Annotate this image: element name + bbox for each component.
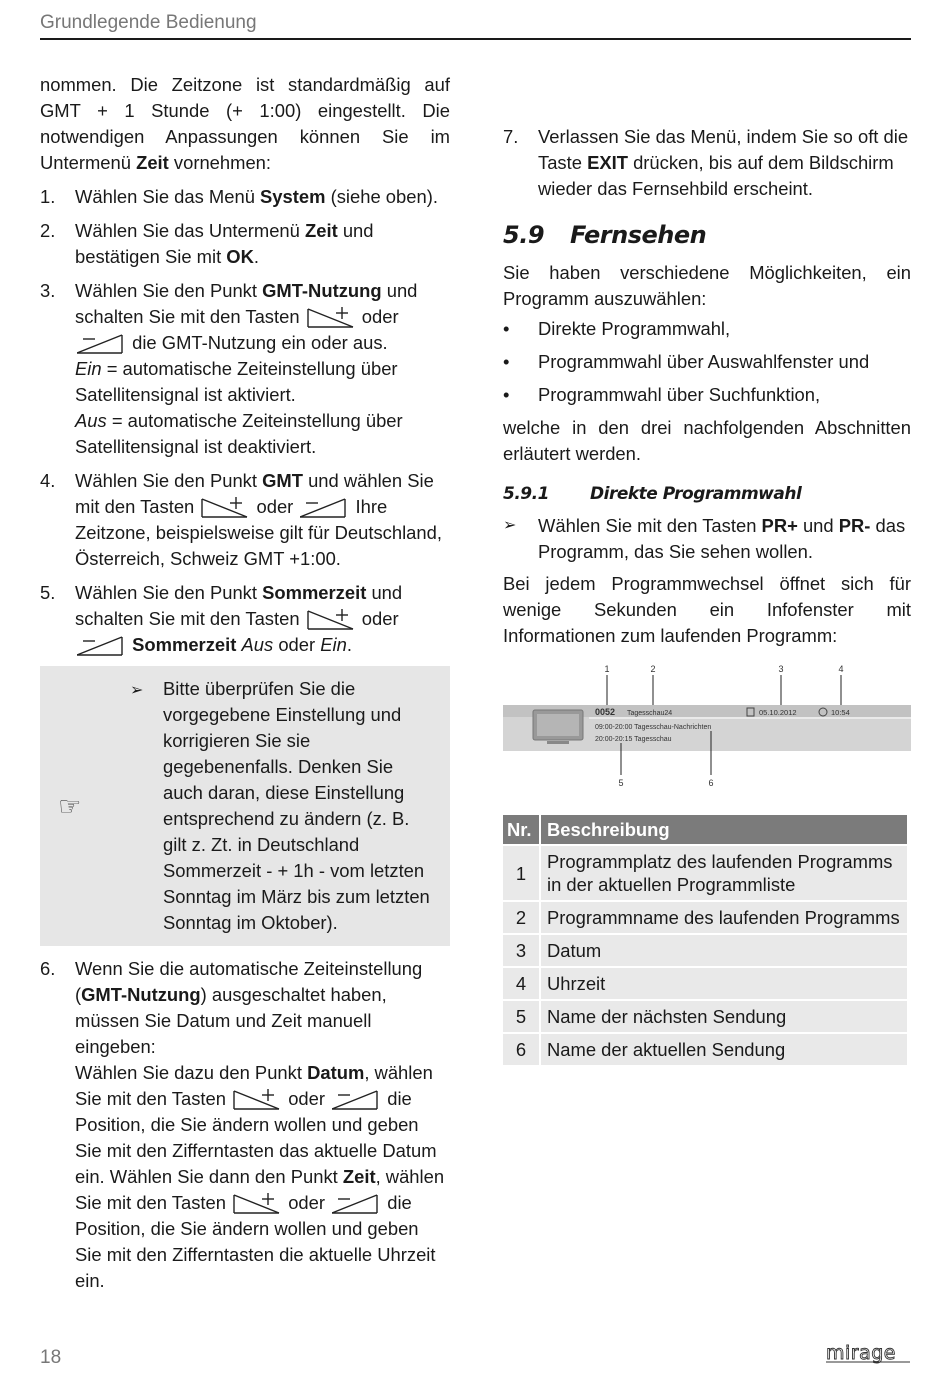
infobar-date: 05.10.2012 [759, 708, 797, 717]
plus-key-icon [201, 497, 249, 519]
option-item: • Direkte Programmwahl, [503, 316, 911, 342]
section-outro: welche in den drei nachfolgenden Abschnitten erläutert werden. [503, 417, 911, 464]
table-row: 5 Name der nächsten Sendung [503, 1001, 907, 1032]
callout-6: 6 [708, 778, 714, 788]
arrow-bullet-icon: ➢ [130, 682, 144, 699]
note-box [40, 666, 450, 946]
plus-key-icon [233, 1089, 281, 1111]
callout-2: 2 [650, 664, 656, 674]
info-paragraph: Bei jedem Programmwechsel öffnet sich für wenige Sekunden ein Infofenster mit Informationen zum laufenden Programm: [503, 573, 911, 646]
left-column [40, 72, 450, 1294]
steps-list [40, 184, 450, 658]
minus-key-icon [77, 333, 125, 355]
section-heading: 5.9 Fernsehen [503, 221, 707, 249]
callout-3: 3 [778, 664, 784, 674]
next-program: 09:00-20:00 Tagesschau-Nachrichten [595, 724, 712, 731]
right-column [503, 40, 911, 1067]
section-intro: Sie haben verschiedene Möglichkeiten, ein Programm auszuwählen: [503, 262, 911, 309]
arrow-bullet-icon: ➢ [503, 517, 517, 534]
infobar-time: 10:54 [831, 708, 850, 717]
plus-key-icon [307, 307, 355, 329]
option-item: • Programmwahl über Auswahlfenster und [503, 349, 911, 375]
table-header-row [503, 815, 907, 844]
option-item: • Programmwahl über Suchfunktion, [503, 382, 911, 408]
description-table [501, 813, 909, 1067]
callout-5: 5 [618, 778, 624, 788]
step-1: 1. Wählen Sie das Menü System (siehe oben). [40, 186, 438, 207]
step-6: 6. Wenn Sie die automatische Zeiteinstellung (GMT-Nutzung) ausgeschaltet haben, müssen Sie Datum und Zeit manuell eingeben: Wählen Sie dazu den Punkt Datum, wählen Sie mit den Tasten oder die Position, die Sie ändern wollen und geben Sie mit den Zifferntasten das aktuelle Datum ein. Wählen Sie dann den Punkt Zeit, wählen Sie mit den Tasten oder die Position, die Sie ändern wollen und geben Sie mit den Zifferntasten die aktuelle Uhrzeit ein. [40, 958, 445, 1291]
header-nr: Nr. [503, 815, 539, 844]
page-number: 18 [40, 1347, 62, 1368]
channel-name: Tagesschau24 [627, 710, 673, 717]
plus-key-icon [233, 1193, 281, 1215]
subsection-heading: 5.9.1 Direkte Programmwahl [503, 484, 802, 504]
table-row: 4 Uhrzeit [503, 968, 907, 999]
callout-1: 1 [604, 664, 610, 674]
arrow-step: ➢ Wählen Sie mit den Tasten PR+ und PR- das Programm, das Sie sehen wollen. [503, 515, 906, 562]
infobar-diagram [503, 663, 911, 793]
minus-key-icon [332, 1193, 380, 1215]
channel-number: 0052 [595, 707, 616, 717]
infobar-figure [503, 663, 911, 793]
step-3: 3. Wählen Sie den Punkt GMT-Nutzung und schalten Sie mit den Tasten oder die GMT-Nutzung ein oder aus. Ein = automatische Zeiteinstellung über Satellitensignal ist aktiviert. Aus = automatische Zeiteinstellung über Satellitensignal ist deaktiviert. [40, 280, 418, 457]
header-description: Beschreibung [541, 815, 907, 844]
step-7: 7. Verlassen Sie das Menü, indem Sie so oft die Taste EXIT drücken, bis auf dem Bildschirm wieder das Fernsehbild erscheint. [503, 126, 909, 199]
svg-text:mirage: mirage [826, 1344, 896, 1364]
table-row: 3 Datum [503, 935, 907, 966]
running-header: Grundlegende Bedienung [40, 12, 911, 40]
intro-paragraph: nommen. Die Zeitzone ist standardmäßig auf GMT + 1 Stunde (+ 1:00) eingestellt. Die notwendigen Anpassungen können Sie im Untermenü Zeit vornehmen: [40, 74, 450, 173]
current-program: 20:00-20:15 Tagesschau [595, 736, 672, 743]
table-row: 1 Programmplatz des laufenden Programms in der aktuellen Programmliste [503, 846, 907, 900]
minus-key-icon [300, 497, 348, 519]
minus-key-icon [77, 635, 125, 657]
table-row: 2 Programmname des laufenden Programms [503, 902, 907, 933]
step-4: 4. Wählen Sie den Punkt GMT und wählen Sie mit den Tasten oder Ihre Zeitzone, beispielsweise gilt für Deutschland, Österreich, Schweiz GMT +1:00. [40, 470, 442, 569]
mirage-logo [826, 1344, 912, 1371]
note-text: Bitte überprüfen Sie die vorgegebene Einstellung und korrigieren Sie sie gegebenenfalls. Denken Sie auch daran, diese Einstellung entsprechend zu ändern (z. B. gilt z. Zt. in Deutschland Sommerzeit - + 1h - vom letzten Sonntag im März bis zum letzten Sonntag im Oktober). [163, 678, 430, 933]
step-2: 2. Wählen Sie das Untermenü Zeit und bestätigen Sie mit OK. [40, 220, 374, 267]
step-5: 5. Wählen Sie den Punkt Sommerzeit und schalten Sie mit den Tasten oder Sommerzeit Aus oder Ein. [40, 582, 403, 655]
callout-4: 4 [838, 664, 844, 674]
option-list [503, 316, 911, 408]
steps-list-continued [40, 956, 450, 1294]
steps-list-end [503, 124, 911, 202]
pointing-hand-icon: ☞ [58, 791, 82, 821]
minus-key-icon [332, 1089, 380, 1111]
plus-key-icon [307, 609, 355, 631]
table-row: 6 Name der aktuellen Sendung [503, 1034, 907, 1065]
